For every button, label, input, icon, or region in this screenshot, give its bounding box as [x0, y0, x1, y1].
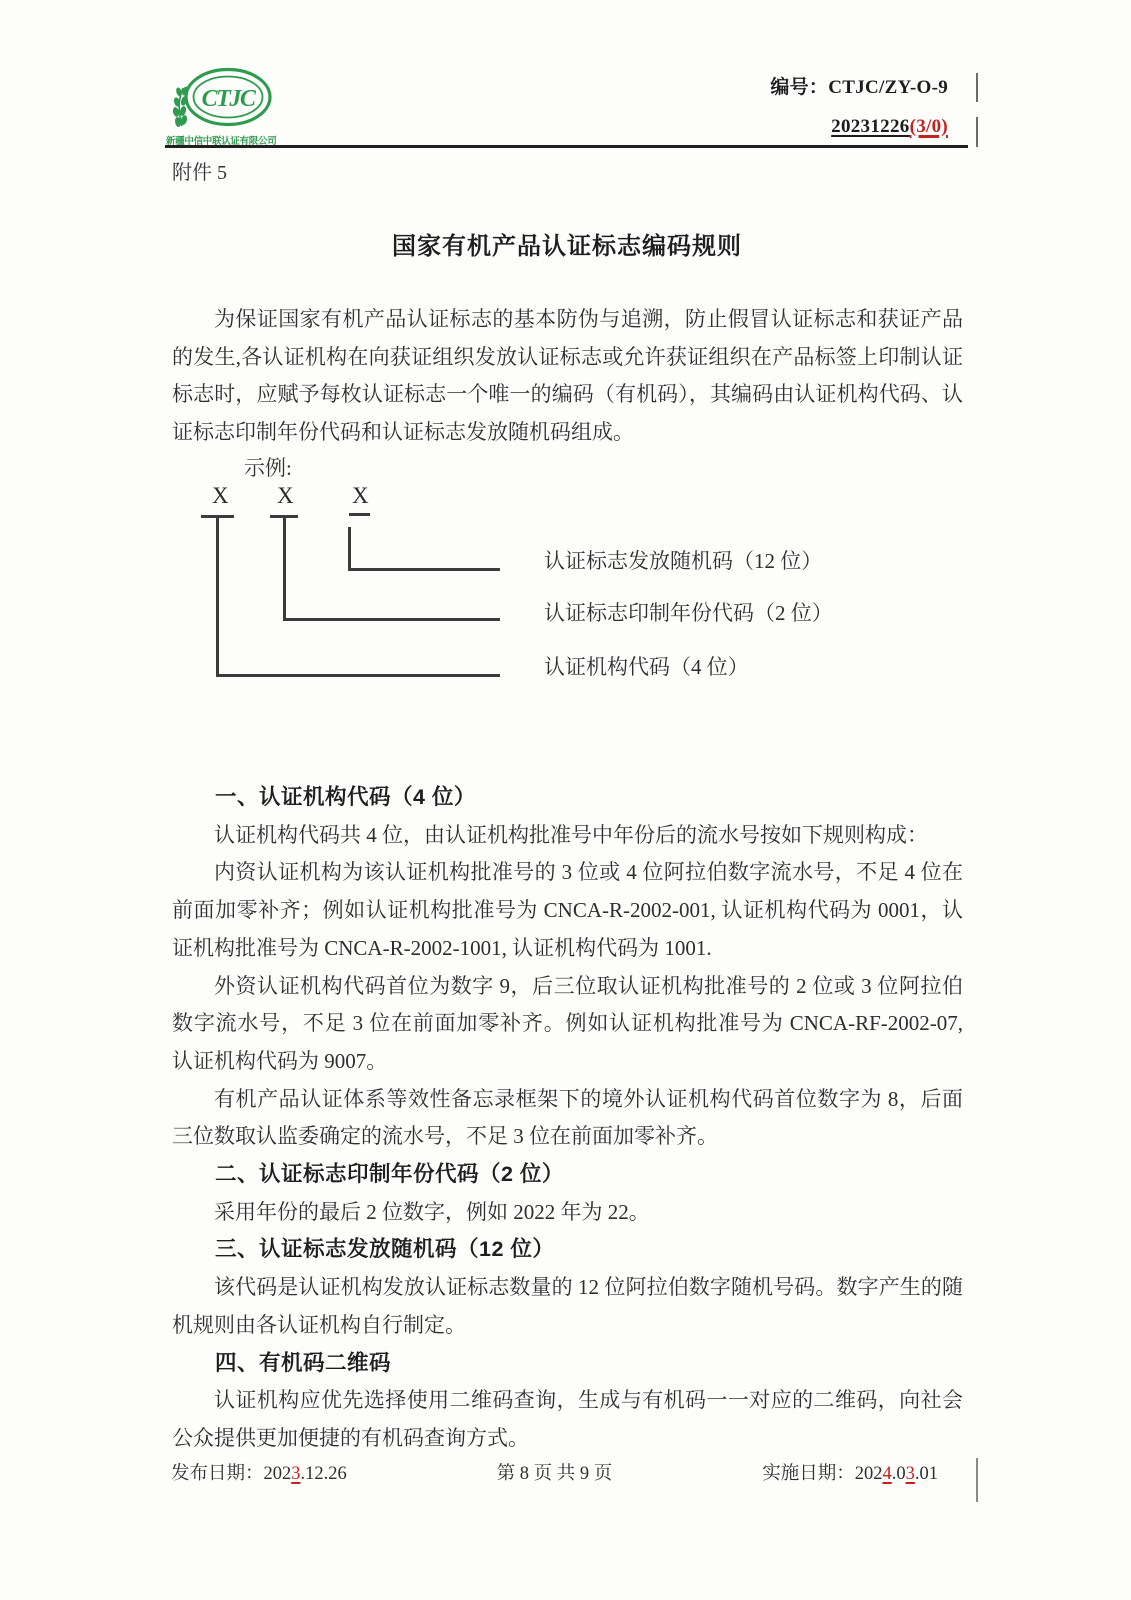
section-heading-2: 二、认证标志印制年份代码（2 位） [215, 1162, 564, 1187]
connector-line [216, 674, 500, 677]
revision-bar [976, 1458, 978, 1502]
section-paragraph: 采用年份的最后 2 位数字，例如 2022 年为 22。 [214, 1199, 650, 1224]
doc-date-code: 20231226 [831, 116, 910, 137]
section-heading-1: 一、认证机构代码（4 位） [215, 785, 476, 809]
doc-date [770, 116, 948, 138]
section-paragraph: 认证机构代码共 4 位，由认证机构批准号中年份后的流水号按如下规则构成： [214, 822, 928, 847]
section-paragraph: 认证机构应优先选择使用二维码查询，生成与有机码一一对应的二维码，向社会公众提供更加便捷的有机码查询方式。 [172, 1388, 963, 1450]
section-heading-3: 三、认证标志发放随机码（12 位） [215, 1237, 555, 1262]
issue-date-value: .12.26 [300, 1464, 347, 1484]
implementation-date-label: 实施日期： [762, 1464, 855, 1484]
issue-date [171, 1459, 347, 1485]
callout-random-code: 认证标志发放随机码（12 位） [544, 549, 823, 573]
connector-line [283, 517, 286, 620]
impl-date-value-red: 4 [882, 1464, 892, 1484]
section-heading-4: 四、有机码二维码 [215, 1350, 392, 1375]
connector-line [216, 517, 219, 676]
callout-year-code: 认证标志印制年份代码（2 位） [544, 601, 833, 625]
doc-number [770, 72, 948, 99]
impl-date-value: .01 [914, 1464, 938, 1484]
intro-paragraph: 为保证国家有机产品认证标志的基本防伪与追溯，防止假冒认证标志和获证产品的发生,各认证机构在向获证组织发放认证标志或允许获证组织在产品标签上印制认证标志时，应赋予每枚认证标志一个唯一的编码（有机码），其编码由认证机构代码、认证标志印制年份代码和认证标志发放随机码组成。 [172, 307, 963, 444]
section-paragraph: 内资认证机构为该认证机构批准号的 3 位或 4 位阿拉伯数字流水号，不足 4 位在前面加零补齐；例如认证机构批准号为 CNCA-R-2002-001, 认证机构代码为 0001，认证机构批准号为 CNCA-R-2002-1001, 认证机构代码为 1001. [172, 860, 963, 960]
company-logo [166, 64, 277, 147]
section-paragraph: 外资认证机构代码首位为数字 9，后三位取认证机构批准号的 2 位或 3 位阿拉伯数字流水号，不足 3 位在前面加零补齐。例如认证机构批准号为 CNCA-RF-2002-07, 认证机构代码为 9007。 [172, 973, 963, 1073]
document-title: 国家有机产品认证标志编码规则 [392, 234, 742, 260]
revision-bar [976, 73, 978, 102]
section-paragraph: 该代码是认证机构发放认证标志数量的 12 位阿拉伯数字随机号码。数字产生的随机规则由各认证机构自行制定。 [172, 1275, 963, 1337]
connector-line [348, 568, 500, 571]
callout-agency-code: 认证机构代码（4 位） [544, 655, 749, 679]
code-placeholder-x: X [352, 483, 369, 508]
impl-date-value: .0 [891, 1464, 906, 1484]
example-label: 示例: [244, 456, 292, 480]
impl-date-value: 202 [854, 1464, 883, 1484]
document-body [172, 779, 963, 1458]
code-placeholder-x: X [212, 483, 229, 508]
header-divider [165, 145, 968, 148]
svg-text:CTJC: CTJC [201, 86, 255, 112]
attachment-label: 附件 5 [172, 162, 227, 184]
ctjc-logo-icon [166, 64, 272, 132]
doc-revision: (3/0) [909, 116, 948, 137]
impl-date-value-red: 3 [905, 1464, 915, 1484]
doc-number-label: 编号： [770, 77, 829, 98]
doc-number-value: CTJC/ZY-O-9 [828, 77, 948, 98]
issue-date-value-red: 3 [291, 1464, 301, 1484]
company-name: 新疆中信中联认证有限公司 [166, 136, 277, 147]
connector-line [348, 527, 351, 570]
code-placeholder-x: X [277, 483, 294, 508]
code-structure-diagram [172, 483, 972, 698]
implementation-date [762, 1459, 938, 1485]
issue-date-label: 发布日期： [171, 1464, 264, 1484]
issue-date-value: 202 [263, 1464, 292, 1484]
connector-line [283, 618, 500, 621]
connector-line [349, 513, 370, 516]
page-footer [171, 1459, 938, 1485]
revision-bar [976, 117, 978, 147]
page-indicator: 第 8 页 共 9 页 [496, 1464, 613, 1484]
doc-meta [770, 72, 948, 138]
section-paragraph: 有机产品认证体系等效性备忘录框架下的境外认证机构代码首位数字为 8，后面三位数取认监委确定的流水号，不足 3 位在前面加零补齐。 [172, 1086, 963, 1149]
